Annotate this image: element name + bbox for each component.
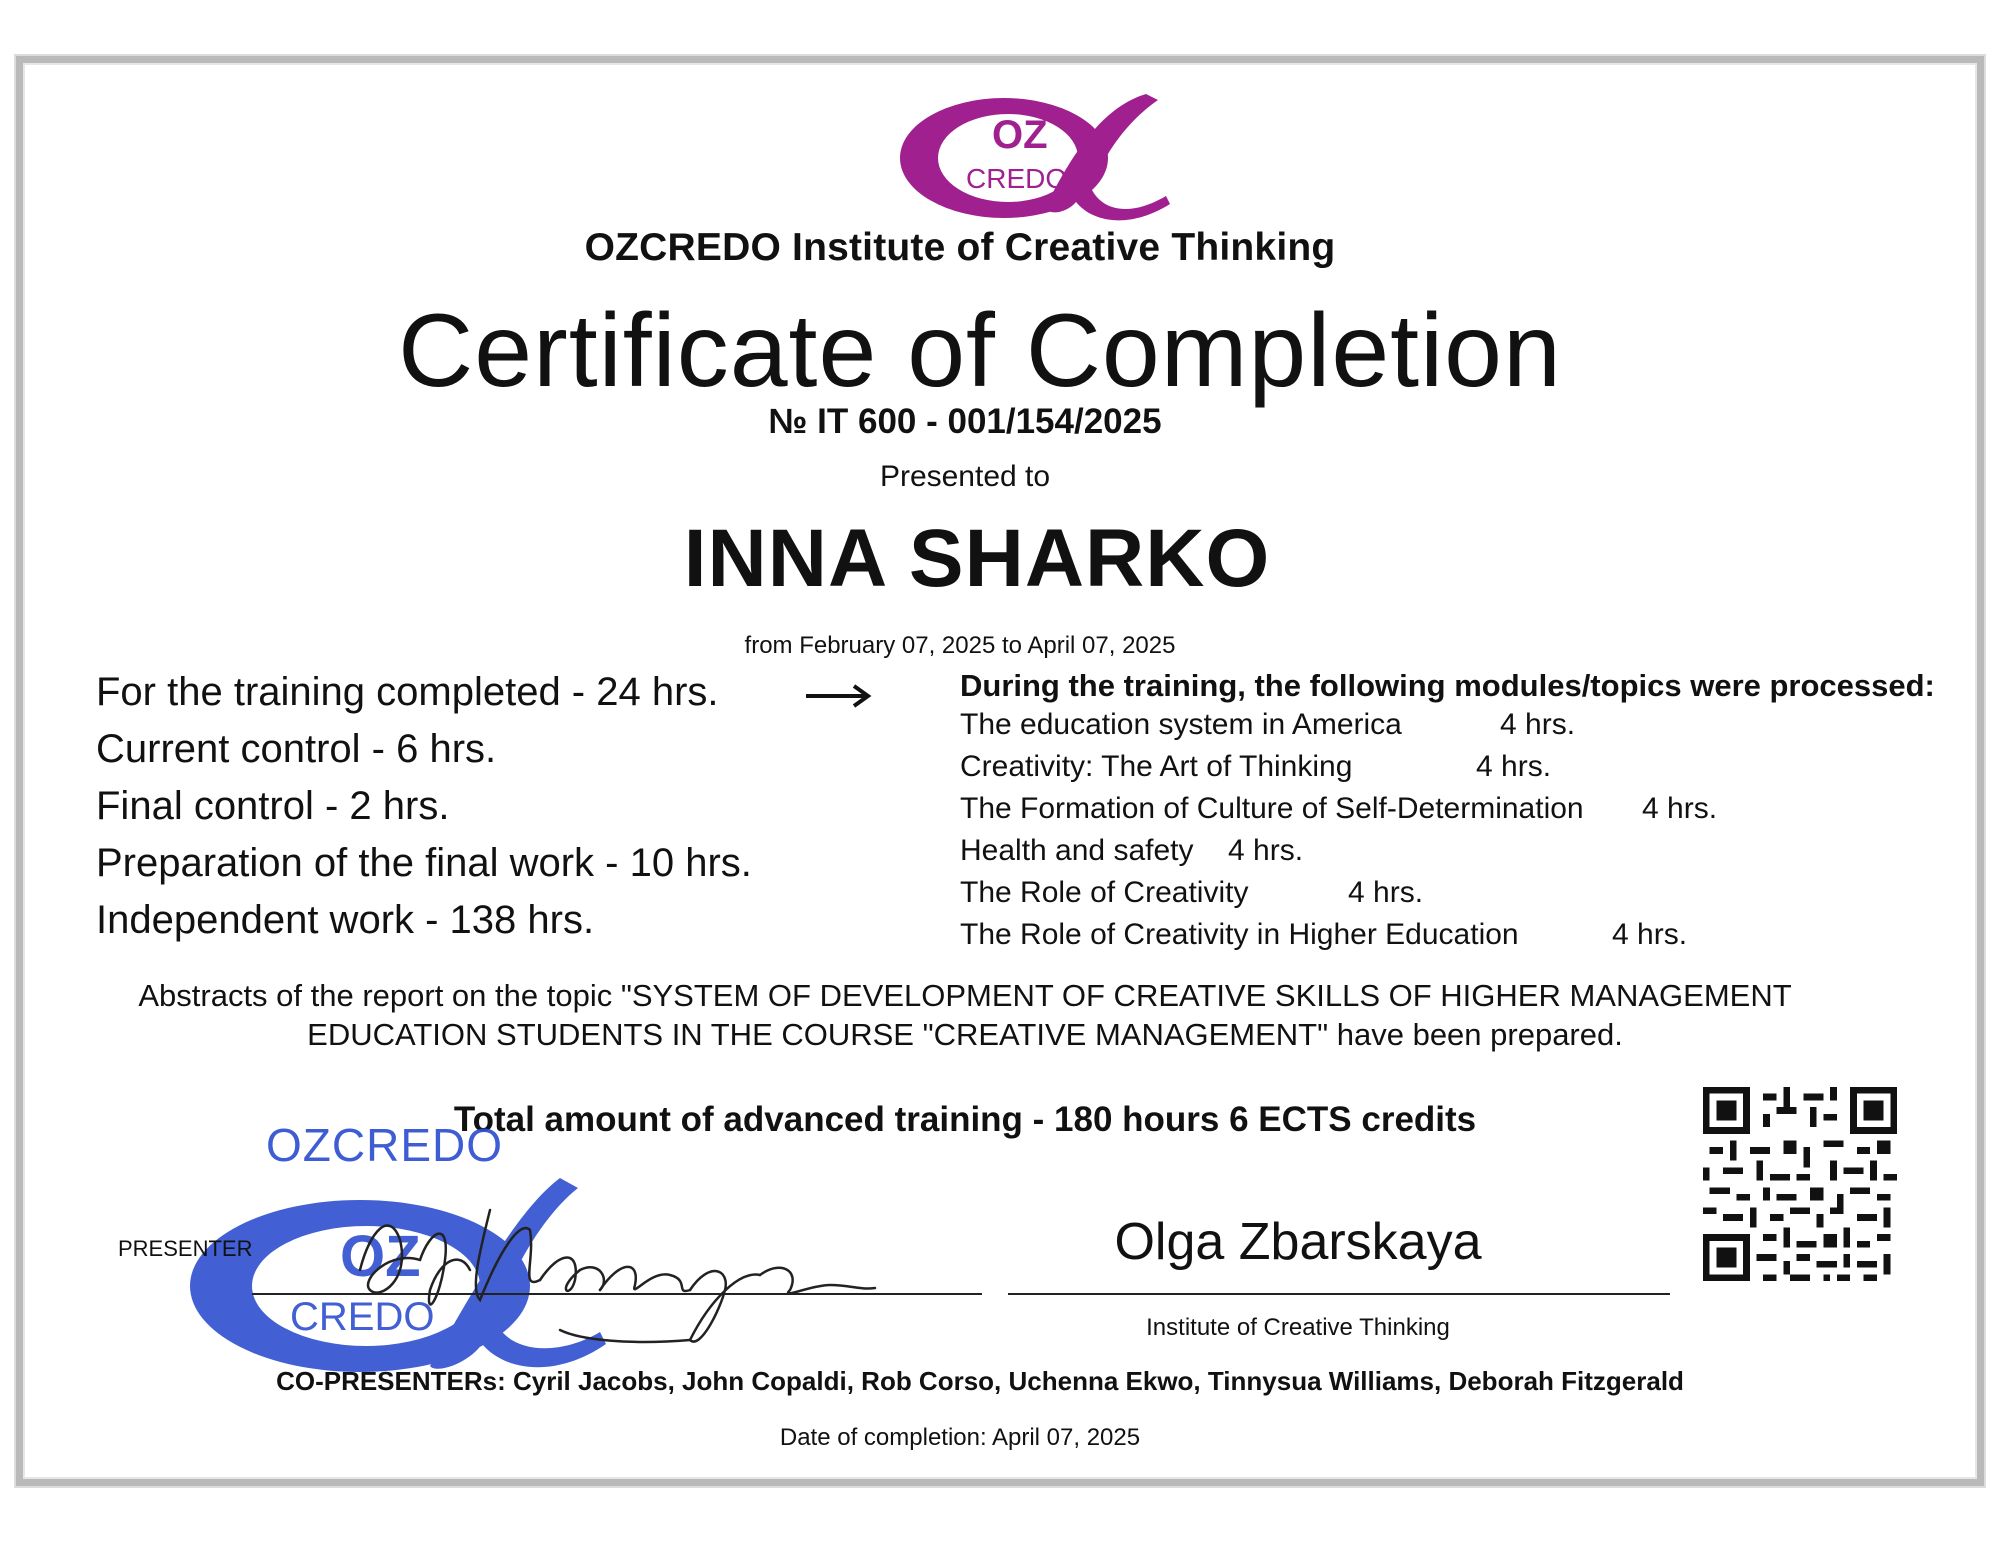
module-item bbox=[960, 876, 1424, 910]
hours-summary bbox=[96, 664, 752, 949]
date-of-completion: Date of completion: April 07, 2025 bbox=[779, 1424, 1141, 1451]
ozcredo-logo bbox=[896, 86, 1180, 224]
svg-text:CREDO: CREDO bbox=[290, 1295, 435, 1339]
institute-name: OZCREDO Institute of Creative Thinking bbox=[584, 226, 1336, 269]
hours-training-completed: For the training completed - 24 hrs. bbox=[96, 670, 719, 714]
right-arrow-icon bbox=[804, 681, 874, 711]
total-training: Total amount of advanced training - 180 hours 6 ECTS credits bbox=[453, 1100, 1477, 1139]
module-item bbox=[960, 750, 1552, 784]
module-item bbox=[960, 708, 1576, 742]
logo-text-oz: OZ bbox=[992, 113, 1048, 157]
hours-final-control: Final control - 2 hrs. bbox=[96, 784, 450, 828]
module-hours: 4 hrs. bbox=[1500, 708, 1576, 741]
modules-heading: During the training, the following modules/topics were processed: bbox=[960, 668, 1935, 703]
recipient-name: INNA SHARKO bbox=[683, 513, 1271, 604]
abstract-text bbox=[0, 976, 1930, 1054]
abstract-line-1: Abstracts of the report on the topic "SYSTEM OF DEVELOPMENT OF CREATIVE SKILLS OF HIGHER MANAGEMENT bbox=[138, 978, 1792, 1013]
stamp-label: OZCREDO bbox=[266, 1119, 503, 1171]
module-name: The Role of Creativity bbox=[960, 876, 1249, 909]
logo-text-credo: CREDO bbox=[966, 163, 1068, 194]
module-name: The Formation of Culture of Self-Determination bbox=[960, 792, 1584, 825]
signer-organization: Institute of Creative Thinking bbox=[1146, 1314, 1450, 1341]
hours-independent-work: Independent work - 138 hrs. bbox=[96, 898, 595, 942]
module-name: Health and safety bbox=[960, 834, 1194, 867]
co-presenters: CO-PRESENTERs: Cyril Jacobs, John Copaldi, Rob Corso, Uchenna Ekwo, Tinnysua Williams, Deborah Fitzgerald bbox=[276, 1366, 1684, 1396]
hours-final-work: Preparation of the final work - 10 hrs. bbox=[96, 841, 752, 885]
signature-line-right bbox=[1008, 1293, 1670, 1295]
training-period: from February 07, 2025 to April 07, 2025 bbox=[744, 632, 1176, 659]
signer-name: Olga Zbarskaya bbox=[1114, 1213, 1482, 1271]
module-hours: 4 hrs. bbox=[1642, 792, 1718, 825]
module-name: The education system in America bbox=[960, 708, 1402, 741]
module-hours: 4 hrs. bbox=[1348, 876, 1424, 909]
module-item bbox=[960, 918, 1688, 952]
module-name: Creativity: The Art of Thinking bbox=[960, 750, 1353, 783]
module-hours: 4 hrs. bbox=[1228, 834, 1304, 867]
presented-to-label: Presented to bbox=[879, 460, 1051, 493]
module-hours: 4 hrs. bbox=[1476, 750, 1552, 783]
qr-code bbox=[1703, 1087, 1897, 1281]
hours-current-control: Current control - 6 hrs. bbox=[96, 727, 497, 771]
module-item bbox=[960, 834, 1304, 868]
presenter-label: PRESENTER bbox=[118, 1236, 253, 1261]
certificate-number: № IT 600 - 001/154/2025 bbox=[768, 402, 1162, 441]
module-name: The Role of Creativity in Higher Education bbox=[960, 918, 1519, 951]
certificate-title: Certificate of Completion bbox=[398, 293, 1562, 409]
module-item bbox=[960, 792, 1718, 826]
svg-text:OZ: OZ bbox=[340, 1224, 421, 1289]
abstract-line-2: EDUCATION STUDENTS IN THE COURSE "CREATIVE MANAGEMENT" have been prepared. bbox=[307, 1017, 1623, 1052]
presenter-signature bbox=[330, 1190, 890, 1350]
module-hours: 4 hrs. bbox=[1612, 918, 1688, 951]
